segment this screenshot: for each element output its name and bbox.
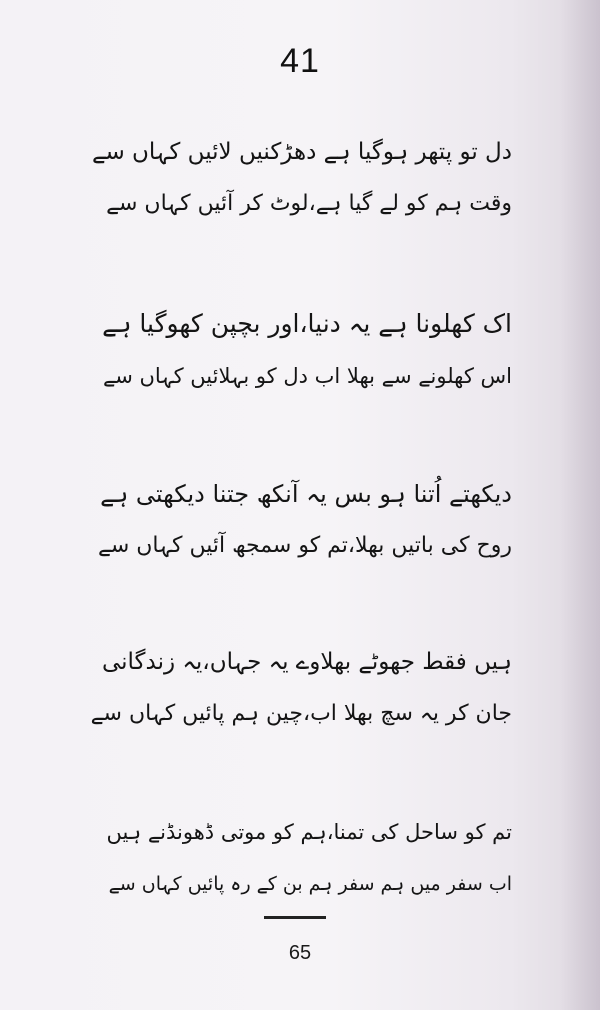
- verse-line: ہیں فقط جھوٹے بھلاوے یہ جہاں،یہ زندگانی: [101, 649, 512, 675]
- verse-line: اک کھلونا ہے یہ دنیا،اور بچپن کھوگیا ہے: [102, 309, 512, 338]
- verse-line: اس کھلونے سے بھلا اب دل کو بہلائیں کہاں سے: [102, 364, 512, 388]
- verse-line: تم کو ساحل کی تمنا،ہم کو موتی ڈھونڈنے ہیں: [106, 820, 512, 844]
- verse-line: جان کر یہ سچ بھلا اب،چین ہم پائیں کہاں سے: [90, 701, 512, 726]
- stanza: [0, 806, 600, 910]
- page-number: 65: [288, 942, 312, 964]
- verse-line: دل تو پتھر ہوگیا ہے دھڑکنیں لائیں کہاں سے: [91, 139, 512, 165]
- poem-number: 41: [280, 42, 320, 80]
- verse-line: اب سفر میں ہم سفر ہم بن کے رہ پائیں کہاں سے: [108, 873, 512, 895]
- stanza: [0, 636, 600, 740]
- stanza: [0, 468, 600, 572]
- verse-line: روح کی باتیں بھلا،تم کو سمجھ آئیں کہاں سے: [97, 533, 512, 558]
- verse-line: وقت ہم کو لے گیا ہے،لوٹ کر آئیں کہاں سے: [106, 191, 512, 216]
- stanza: [0, 126, 600, 230]
- divider-rule: [264, 916, 326, 919]
- stanza: [0, 298, 600, 402]
- verse-line: دیکھتے اُتنا ہو بس یہ آنکھ جتنا دیکھتی ہے: [100, 480, 512, 508]
